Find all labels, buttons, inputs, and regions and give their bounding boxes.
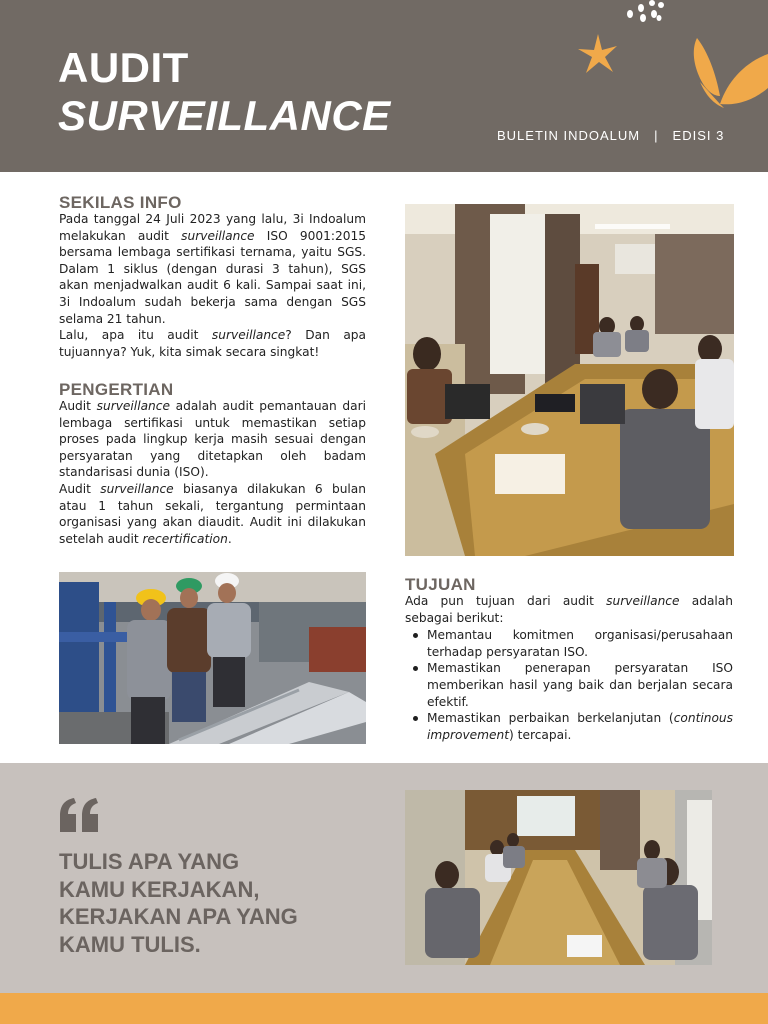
pengertian-paragraph-1: Audit surveillance adalah audit pemantauan dari lembaga sertifikasi untuk memastikan setiap proses pada lingkup kerja masih sesuai dengan persyaratan yang ditetapkan oleh badam standarisasi dunia (ISO). [59, 399, 367, 480]
quote-line-4: KAMU TULIS. [59, 931, 201, 957]
footer-bar [0, 993, 768, 1024]
title-line-1: AUDIT [58, 44, 189, 91]
pengertian-paragraph-2: Audit surveillance biasanya dilakukan 6 bulan atau 1 tahun sekali, tergantung permintaan organisasi yang akan diaudit. Audit ini dilakukan setelah audit recertification. [59, 481, 366, 546]
bulletin-name: BULETIN INDOALUM [497, 128, 641, 143]
pengertian-heading: PENGERTIAN [59, 380, 174, 399]
quote-text [59, 848, 379, 958]
bulletin-separator: | [654, 128, 659, 143]
quote-mark-icon [58, 798, 102, 832]
star-icon [578, 34, 617, 73]
tujuan-body [405, 593, 733, 743]
quote-line-2: KAMU KERJAKAN, [59, 876, 260, 902]
sekilas-heading: SEKILAS INFO [59, 193, 182, 212]
factory-inspection-photo [59, 572, 366, 744]
tujuan-item-3: Memastikan perbaikan berkelanjutan (continous improvement) tercapai. [405, 710, 733, 743]
meeting-wide-photo [405, 790, 712, 965]
quote-line-1: TULIS APA YANG [59, 849, 240, 874]
tujuan-list [405, 627, 733, 743]
bulletin-info [497, 128, 724, 143]
pengertian-body [59, 398, 366, 547]
sekilas-paragraph-1: Pada tanggal 24 Juli 2023 yang lalu, 3i Indoalum melakukan audit surveillance ISO 9001:2015 bersama lembaga sertifikasi ternama, yaitu SGS. Dalam 1 siklus (dengan durasi 3 tahun), SGS akan menjadwalkan audit 6 kali. Sampai saat ini, 3i Indoalum sudah bekerja sama dengan SGS selama 21 tahun. [59, 212, 366, 326]
bulletin-edition: EDISI 3 [672, 128, 725, 143]
dots-icon [627, 0, 664, 22]
tujuan-item-1: Memantau komitmen organisasi/perusahaan terhadap persyaratan ISO. [405, 627, 733, 660]
meeting-room-photo [405, 204, 734, 556]
tujuan-heading: TUJUAN [405, 575, 476, 594]
header-banner [0, 0, 768, 172]
tujuan-intro: Ada pun tujuan dari audit surveillance adalah sebagai berikut: [405, 594, 733, 625]
sekilas-body [59, 211, 366, 360]
quote-line-3: KERJAKAN APA YANG [59, 904, 298, 929]
tujuan-item-2: Memastikan penerapan persyaratan ISO memberikan hasil yang baik dan berjalan secara efektif. [405, 660, 733, 710]
sekilas-paragraph-2: Lalu, apa itu audit surveillance? Dan apa tujuannya? Yuk, kita simak secara singkat! [59, 328, 366, 359]
leaf-icon [694, 38, 768, 108]
title-line-2: SURVEILLANCE [58, 92, 391, 139]
